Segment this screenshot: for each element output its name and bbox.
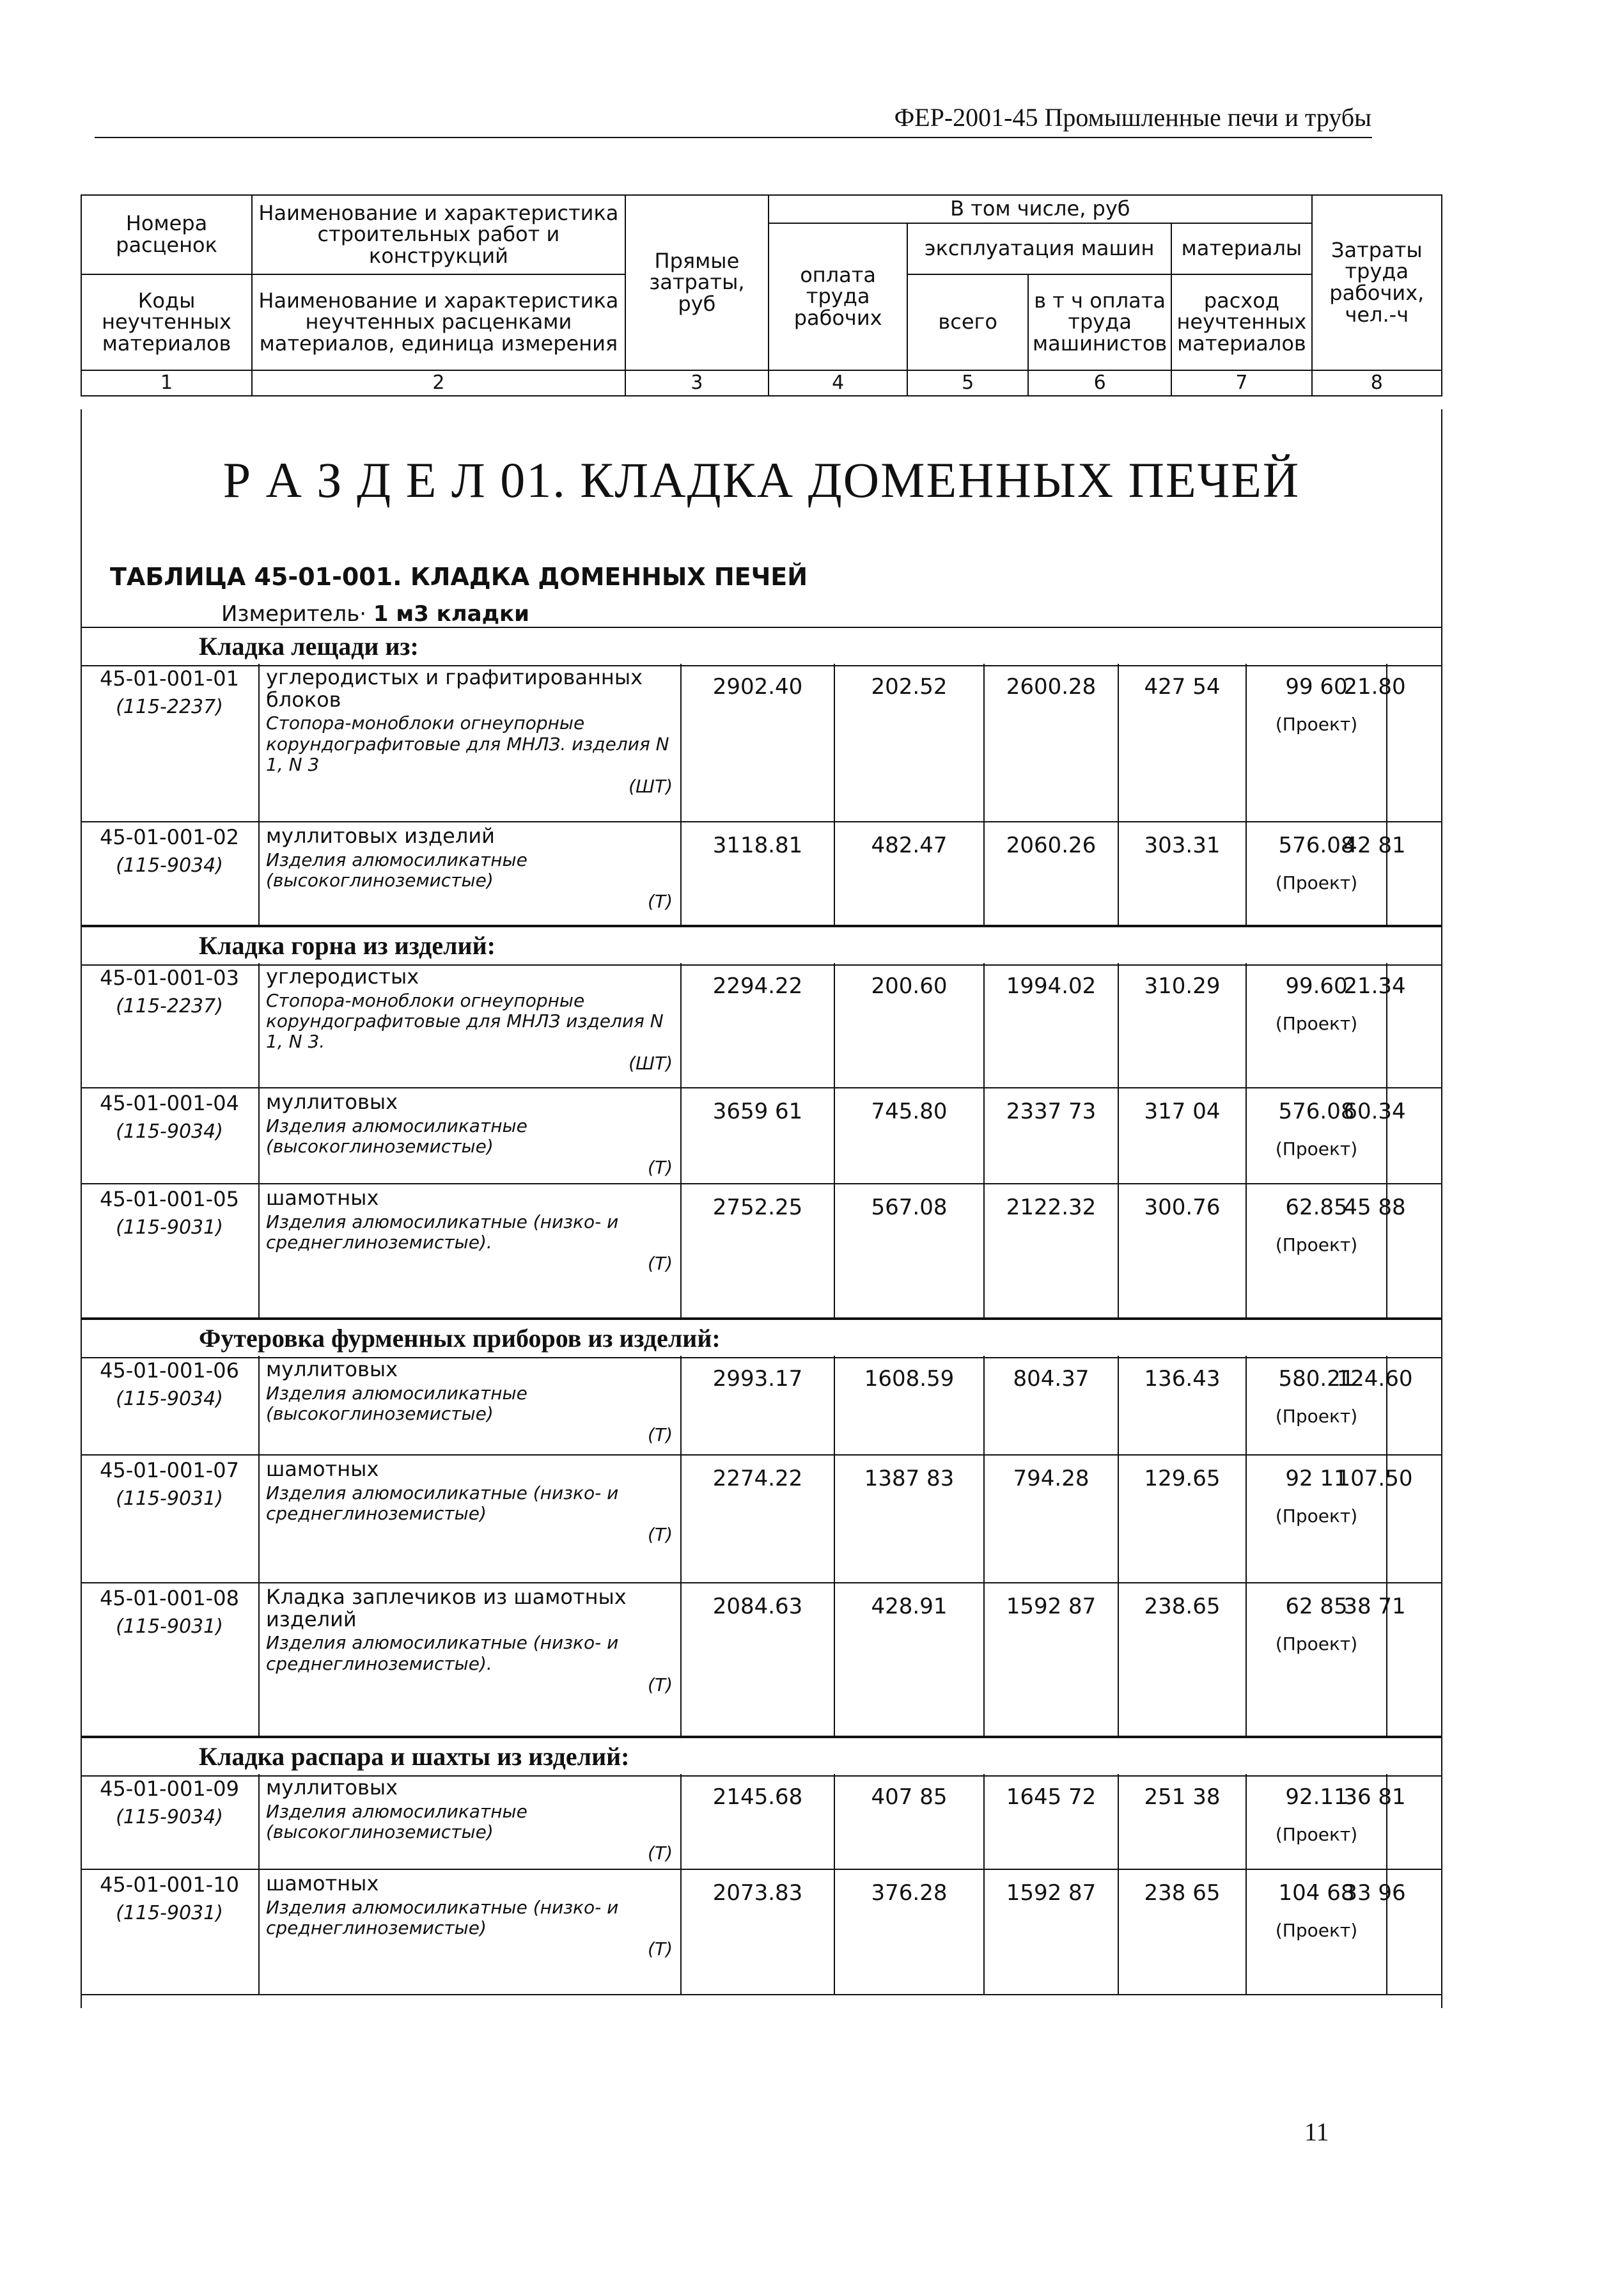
cell-machines-total (985, 1088, 1119, 1183)
operator-pay: 427 54 (1144, 674, 1221, 700)
col-num: 3 (625, 370, 769, 396)
cell-operator-pay (1119, 664, 1247, 821)
machines-total: 1592 87 (1006, 1594, 1097, 1619)
material-unit: (Т) (648, 1938, 673, 1960)
rate-code: 45-01-001-09 (100, 1777, 239, 1801)
rate-code: 45-01-001-07 (100, 1458, 239, 1482)
cell-code (81, 1356, 260, 1454)
table-title: ТАБЛИЦА 45-01-001. КЛАДКА ДОМЕННЫХ ПЕЧЕЙ (110, 563, 808, 591)
labor-hours: 107.50 (1336, 1466, 1413, 1491)
cell-direct-costs (682, 1088, 835, 1183)
labor-pay: 428.91 (871, 1594, 948, 1619)
material-unit: (Т) (648, 1157, 673, 1179)
cell-code (81, 664, 260, 821)
operator-pay: 136.43 (1144, 1366, 1221, 1392)
cell-direct-costs (682, 1870, 835, 1994)
header-materials: материалы (1171, 223, 1311, 274)
cell-direct-costs (682, 1356, 835, 1454)
work-name: муллитовых (266, 1090, 398, 1114)
header-col1-bottom: Коды неучтенных материалов (81, 274, 252, 370)
header-col5: всего (907, 274, 1028, 370)
material-name: Изделия алюмосиликатные (низко- и среднеглиноземистые). (266, 1211, 619, 1253)
cell-code (81, 1088, 260, 1183)
cell-machines-total (985, 963, 1119, 1087)
material-unit: (Т) (648, 1674, 673, 1696)
machines-total: 2122.32 (1006, 1195, 1097, 1220)
cell-operator-pay (1119, 1356, 1247, 1454)
materials-value: 62.85 (1285, 1195, 1348, 1220)
cell-direct-costs (682, 1456, 835, 1582)
col-num: 2 (252, 370, 625, 396)
header-col2-bottom: Наименование и характеристика неучтенных расценками материалов, единица измерения (252, 274, 625, 370)
labor-hours: 21.80 (1343, 674, 1406, 700)
header-col6: в т ч оплата труда машинистов (1028, 274, 1171, 370)
labor-hours: 38 71 (1343, 1594, 1406, 1619)
cell-operator-pay (1119, 1774, 1247, 1869)
material-code: (115-9031) (116, 1615, 223, 1638)
cell-labor-pay (835, 1356, 985, 1454)
cell-name (260, 1456, 682, 1582)
operator-pay: 300.76 (1144, 1195, 1221, 1220)
operator-pay: 238 65 (1144, 1880, 1221, 1906)
cell-name (260, 1583, 682, 1736)
work-name: муллитовых (266, 1775, 398, 1800)
machines-total: 2337 73 (1006, 1099, 1097, 1124)
project-note: (Проект) (1275, 1920, 1358, 1941)
cell-code (81, 1774, 260, 1869)
labor-pay: 1387 83 (864, 1466, 955, 1491)
cell-direct-costs (682, 1184, 835, 1317)
direct-costs: 2993.17 (712, 1366, 803, 1392)
header-machines: эксплуатация машин (907, 223, 1171, 274)
table-row (81, 1870, 1442, 1995)
machines-total: 1645 72 (1006, 1784, 1097, 1810)
material-name: Изделия алюмосиликатные (высокоглиноземистые) (266, 1800, 527, 1843)
project-note: (Проект) (1275, 1406, 1358, 1427)
material-name: Изделия алюмосиликатные (высокоглиноземистые) (266, 1115, 527, 1158)
operator-pay: 310.29 (1144, 973, 1221, 999)
machines-total: 1994.02 (1006, 973, 1097, 999)
material-code: (115-9034) (116, 1388, 223, 1410)
material-unit: (Т) (648, 891, 673, 913)
cell-labor-pay (835, 1583, 985, 1736)
direct-costs: 2752.25 (712, 1195, 803, 1220)
table-row (81, 1774, 1442, 1870)
table-row (81, 1356, 1442, 1456)
labor-pay: 482.47 (871, 833, 948, 858)
labor-hours: 42 81 (1343, 833, 1406, 858)
project-note: (Проект) (1275, 1505, 1358, 1527)
cell-name (260, 1870, 682, 1994)
meter-value: 1 м3 кладки (373, 601, 529, 627)
work-name: шамотных (266, 1871, 379, 1896)
cell-name (260, 1184, 682, 1317)
direct-costs: 3118.81 (712, 833, 803, 858)
labor-hours: 21.34 (1343, 973, 1406, 999)
machines-total: 794.28 (1013, 1466, 1089, 1491)
direct-costs: 3659 61 (712, 1099, 803, 1124)
machines-total: 1592 87 (1006, 1880, 1097, 1906)
cell-machines-total (985, 822, 1119, 925)
cell-code (81, 1870, 260, 1994)
operator-pay: 129.65 (1144, 1466, 1221, 1491)
cell-direct-costs (682, 1583, 835, 1736)
table-row (81, 963, 1442, 1088)
page-number: 11 (1304, 2117, 1329, 2146)
group-heading: Футеровка фурменных приборов из изделий: (81, 1319, 1442, 1358)
operator-pay: 317 04 (1144, 1099, 1221, 1124)
table-row (81, 1583, 1442, 1737)
material-unit: (ШТ) (629, 775, 673, 797)
labor-pay: 1608.59 (864, 1366, 955, 1392)
col-num: 6 (1028, 370, 1171, 396)
meter-label: Измеритель· (221, 601, 367, 627)
work-name: шамотных (266, 1186, 379, 1210)
cell-direct-costs (682, 664, 835, 821)
operator-pay: 303.31 (1144, 833, 1221, 858)
rate-code: 45-01-001-02 (100, 825, 239, 849)
material-code: (115-9031) (116, 1902, 223, 1924)
cell-labor-pay (835, 1184, 985, 1317)
col-num: 8 (1312, 370, 1442, 396)
cell-name (260, 1088, 682, 1183)
group-heading: Кладка распара и шахты из изделий: (81, 1737, 1442, 1777)
direct-costs: 2294.22 (712, 973, 803, 999)
cell-operator-pay (1119, 822, 1247, 925)
header-rule (95, 137, 1372, 138)
cell-name (260, 664, 682, 821)
labor-pay: 200.60 (871, 973, 948, 999)
header-col7: расход неучтенных материалов (1171, 274, 1311, 370)
direct-costs: 2084.63 (712, 1594, 803, 1619)
rate-code: 45-01-001-05 (100, 1187, 239, 1211)
cell-name (260, 1774, 682, 1869)
material-code: (115-2237) (116, 995, 223, 1017)
cell-name (260, 1356, 682, 1454)
meter-line (221, 601, 529, 627)
table-row (81, 1184, 1442, 1319)
table-row (81, 822, 1442, 926)
materials-value: 576.08 (1278, 833, 1355, 858)
rate-code: 45-01-001-10 (100, 1873, 239, 1897)
project-note: (Проект) (1275, 1138, 1358, 1159)
cell-operator-pay (1119, 1088, 1247, 1183)
project-note: (Проект) (1275, 1824, 1358, 1845)
material-unit: (Т) (648, 1253, 673, 1275)
project-note: (Проект) (1275, 1013, 1358, 1034)
labor-pay: 202.52 (871, 674, 948, 700)
operator-pay: 238.65 (1144, 1594, 1221, 1619)
cell-labor-pay (835, 963, 985, 1087)
table-row (81, 1456, 1442, 1583)
header-col8: Затраты труда рабочих, чел.-ч (1312, 195, 1442, 370)
cell-operator-pay (1119, 1456, 1247, 1582)
cell-machines-total (985, 1774, 1119, 1869)
cell-direct-costs (682, 1774, 835, 1869)
group-heading: Кладка горна из изделий: (81, 926, 1442, 966)
cell-operator-pay (1119, 1583, 1247, 1736)
rate-code: 45-01-001-03 (100, 966, 239, 990)
materials-value: 99 60 (1285, 674, 1348, 700)
header-col1-top: Номера расценок (81, 195, 252, 274)
labor-pay: 567.08 (871, 1195, 948, 1220)
cell-operator-pay (1119, 1870, 1247, 1994)
material-name: Изделия алюмосиликатные (низко- и среднеглиноземистые) (266, 1482, 619, 1525)
cell-machines-total (985, 664, 1119, 821)
header-col3: Прямые затраты, руб (625, 195, 769, 370)
column-header-table (81, 194, 1442, 396)
header-incl: В том числе, руб (769, 195, 1312, 223)
labor-hours: 124.60 (1336, 1366, 1413, 1392)
labor-hours: 60.34 (1343, 1099, 1406, 1124)
material-unit: (ШТ) (629, 1052, 673, 1074)
rate-code: 45-01-001-06 (100, 1358, 239, 1383)
cell-name (260, 822, 682, 925)
cell-machines-total (985, 1184, 1119, 1317)
table-row (81, 664, 1442, 822)
materials-value: 92.11 (1285, 1784, 1348, 1810)
material-code: (115-9031) (116, 1488, 223, 1510)
operator-pay: 251 38 (1144, 1784, 1221, 1810)
material-name: Стопора-моноблоки огнеупорные корундографитовые для МНЛЗ. изделия N 1, N 3 (266, 712, 669, 776)
cell-code (81, 1184, 260, 1317)
cell-operator-pay (1119, 1184, 1247, 1317)
labor-pay: 407 85 (871, 1784, 948, 1810)
cell-machines-total (985, 1870, 1119, 1994)
cell-labor-pay (835, 822, 985, 925)
material-name: Изделия алюмосиликатные (низко- и среднеглиноземистые) (266, 1896, 619, 1939)
material-code: (115-2237) (116, 696, 223, 718)
material-code: (115-9031) (116, 1216, 223, 1239)
cell-labor-pay (835, 1870, 985, 1994)
header-col2-top: Наименование и характеристика строительных работ и конструкций (252, 195, 625, 274)
cell-direct-costs (682, 822, 835, 925)
running-head: ФЕР-2001-45 Промышленные печи и трубы (894, 103, 1371, 132)
col-num: 1 (81, 370, 252, 396)
machines-total: 804.37 (1013, 1366, 1089, 1392)
direct-costs: 2073.83 (712, 1880, 803, 1906)
cell-code (81, 822, 260, 925)
cell-code (81, 963, 260, 1087)
cell-code (81, 1456, 260, 1582)
materials-value: 62 85 (1285, 1594, 1348, 1619)
material-name: Изделия алюмосиликатные (высокоглиноземистые) (266, 849, 527, 891)
header-col4: оплата труда рабочих (769, 223, 907, 370)
col-num: 5 (907, 370, 1028, 396)
materials-value: 580.21 (1278, 1366, 1355, 1392)
machines-total: 2600.28 (1006, 674, 1097, 700)
materials-value: 104 68 (1278, 1880, 1355, 1906)
col-num: 4 (769, 370, 907, 396)
material-unit: (Т) (648, 1524, 673, 1546)
rate-code: 45-01-001-04 (100, 1091, 239, 1115)
section-title: Р А З Д Е Л 01. КЛАДКА ДОМЕННЫХ ПЕЧЕЙ (223, 452, 1300, 508)
work-name: муллитовых изделий (266, 824, 495, 848)
rate-code: 45-01-001-08 (100, 1586, 239, 1610)
work-name: углеродистых (266, 964, 419, 989)
cell-operator-pay (1119, 963, 1247, 1087)
direct-costs: 2145.68 (712, 1784, 803, 1810)
materials-value: 99.60 (1285, 973, 1348, 999)
material-code: (115-9034) (116, 1120, 223, 1143)
labor-hours: 45 88 (1343, 1195, 1406, 1220)
work-name: муллитовых (266, 1357, 398, 1381)
cell-machines-total (985, 1456, 1119, 1582)
material-unit: (Т) (648, 1424, 673, 1446)
material-unit: (Т) (648, 1842, 673, 1864)
cell-machines-total (985, 1356, 1119, 1454)
direct-costs: 2274.22 (712, 1466, 803, 1491)
material-name: Изделия алюмосиликатные (высокоглиноземистые) (266, 1382, 527, 1425)
cell-labor-pay (835, 1456, 985, 1582)
work-name: шамотных (266, 1457, 379, 1481)
cell-direct-costs (682, 963, 835, 1087)
cell-code (81, 1583, 260, 1736)
cell-labor-pay (835, 1774, 985, 1869)
project-note: (Проект) (1275, 1633, 1358, 1654)
material-name: Стопора-моноблоки огнеупорные корундографитовые для МНЛЗ изделия N 1, N 3. (266, 989, 664, 1053)
labor-pay: 745.80 (871, 1099, 948, 1124)
machines-total: 2060.26 (1006, 833, 1097, 858)
cell-labor-pay (835, 664, 985, 821)
labor-hours: 36 81 (1343, 1784, 1406, 1810)
materials-value: 576.08 (1278, 1099, 1355, 1124)
work-name: Кладка заплечиков из шамотных изделий (266, 1585, 627, 1631)
labor-pay: 376.28 (871, 1880, 948, 1906)
material-code: (115-9034) (116, 1806, 223, 1828)
cell-machines-total (985, 1583, 1119, 1736)
rate-code: 45-01-001-01 (100, 666, 239, 691)
materials-value: 92 11 (1285, 1466, 1348, 1491)
project-note: (Проект) (1275, 1234, 1358, 1255)
material-name: Изделия алюмосиликатные (низко- и среднеглиноземистые). (266, 1632, 619, 1674)
group-heading: Кладка лещади из: (81, 627, 1442, 666)
work-name: углеродистых и графитированных блоков (266, 665, 643, 712)
project-note: (Проект) (1275, 714, 1358, 735)
material-code: (115-9034) (116, 854, 223, 877)
labor-hours: 33 96 (1343, 1880, 1406, 1906)
table-row (81, 1088, 1442, 1184)
project-note: (Проект) (1275, 872, 1358, 893)
direct-costs: 2902.40 (712, 674, 803, 700)
cell-name (260, 963, 682, 1087)
col-num: 7 (1171, 370, 1311, 396)
cell-labor-pay (835, 1088, 985, 1183)
